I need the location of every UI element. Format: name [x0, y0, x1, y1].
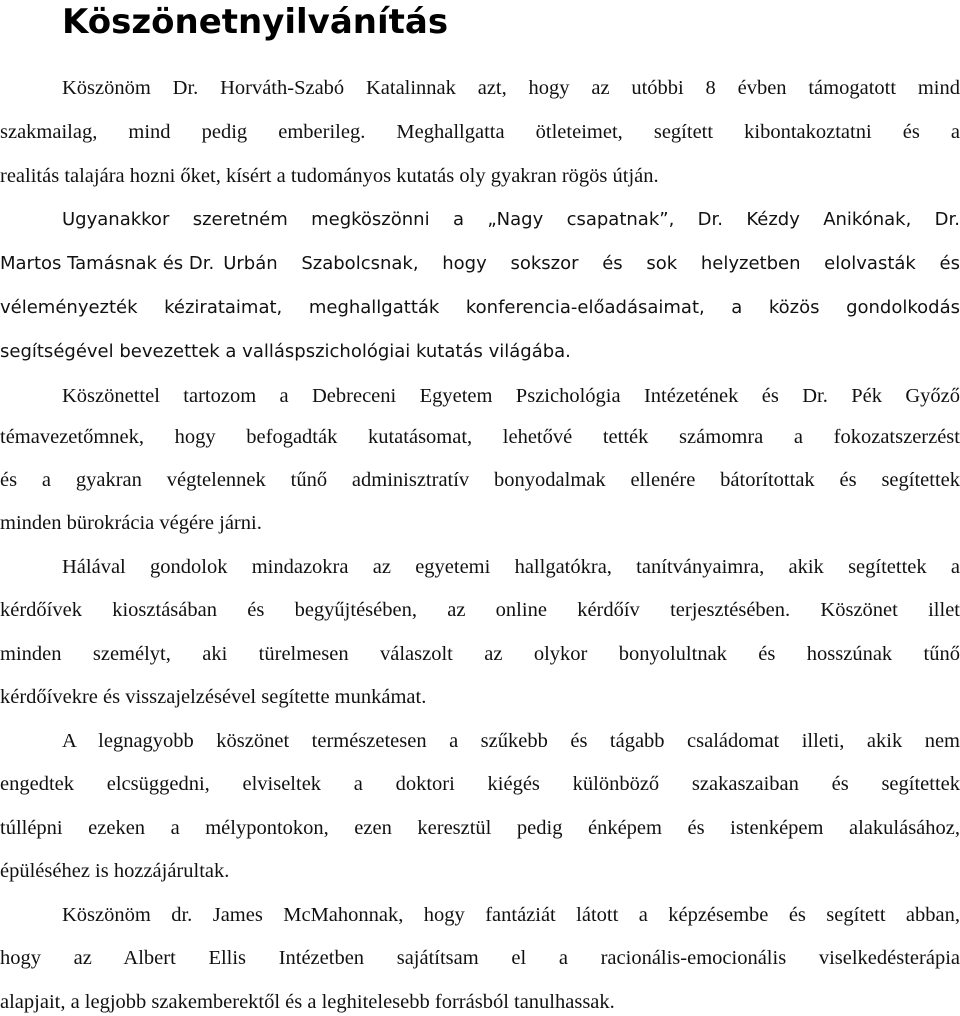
page-title: Köszönetnyilvánítás	[62, 2, 449, 42]
text-line: kérdőívek kiosztásában és begyűjtésében, az online kérdőív terjesztésében. Köszönet illet	[0, 599, 960, 621]
text-line: Hálával gondolok mindazokra az egyetemi hallgatókra, tanítványaimra, akik segítettek a	[62, 556, 960, 578]
text-line: realitás talajára hozni őket, kísért a tudományos kutatás oly gyakran rögös útján.	[0, 165, 659, 187]
text-line: minden személyt, aki türelmesen válaszolt az olykor bonyolultnak és hosszúnak tűnő	[0, 643, 960, 665]
text-line: és a gyakran végtelennek tűnő adminisztratív bonyodalmak ellenére bátorítottak és segítettek	[0, 469, 960, 491]
text-line-mixed	[0, 251, 960, 277]
text-line: Ugyanakkor szeretném megköszönni a „Nagy csapatnak”, Dr. Kézdy Anikónak, Dr.	[62, 209, 960, 230]
text-segment: Urbán Szabolcsnak, hogy sokszor és sok helyzetben elolvasták és	[223, 253, 960, 274]
text-line: alapjait, a legjobb szakemberektől és a leghitelesebb forrásból tanulhassak.	[0, 991, 615, 1013]
text-line: hogy az Albert Ellis Intézetben sajátítsam el a racionális-emocionális viselkedésterápia	[0, 947, 960, 969]
text-line: engedtek elcsüggedni, elviseltek a doktori kiégés különböző szakaszaiban és segítettek	[0, 773, 960, 795]
text-line: kérdőívekre és visszajelzésével segítette munkámat.	[0, 686, 427, 708]
text-segment: Martos Tamásnak és Dr.	[0, 253, 215, 274]
text-line: épüléséhez is hozzájárultak.	[0, 860, 230, 882]
text-line: témavezetőmnek, hogy befogadták kutatásomat, lehetővé tették számomra a fokozatszerzést	[0, 426, 960, 448]
text-line: Köszönöm dr. James McMahonnak, hogy fantáziát látott a képzésembe és segített abban,	[62, 904, 960, 926]
text-line: A legnagyobb köszönet természetesen a szűkebb és tágabb családomat illeti, akik nem	[62, 730, 960, 752]
text-line: szakmailag, mind pedig emberileg. Meghallgatta ötleteimet, segített kibontakoztatni és a	[0, 121, 960, 143]
text-line: segítségével bevezettek a valláspszichológiai kutatás világába.	[0, 341, 571, 362]
text-line: véleményezték kézirataimat, meghallgatták konferencia-előadásaimat, a közös gondolkodás	[0, 297, 960, 318]
text-line: Köszönettel tartozom a Debreceni Egyetem Pszichológia Intézetének és Dr. Pék Győző	[62, 385, 960, 407]
text-line: túllépni ezeken a mélypontokon, ezen keresztül pedig énképem és istenképem alakulásához,	[0, 817, 960, 839]
text-line: minden bürokrácia végére járni.	[0, 512, 262, 534]
text-line: Köszönöm Dr. Horváth-Szabó Katalinnak azt, hogy az utóbbi 8 évben támogatott mind	[62, 77, 960, 99]
